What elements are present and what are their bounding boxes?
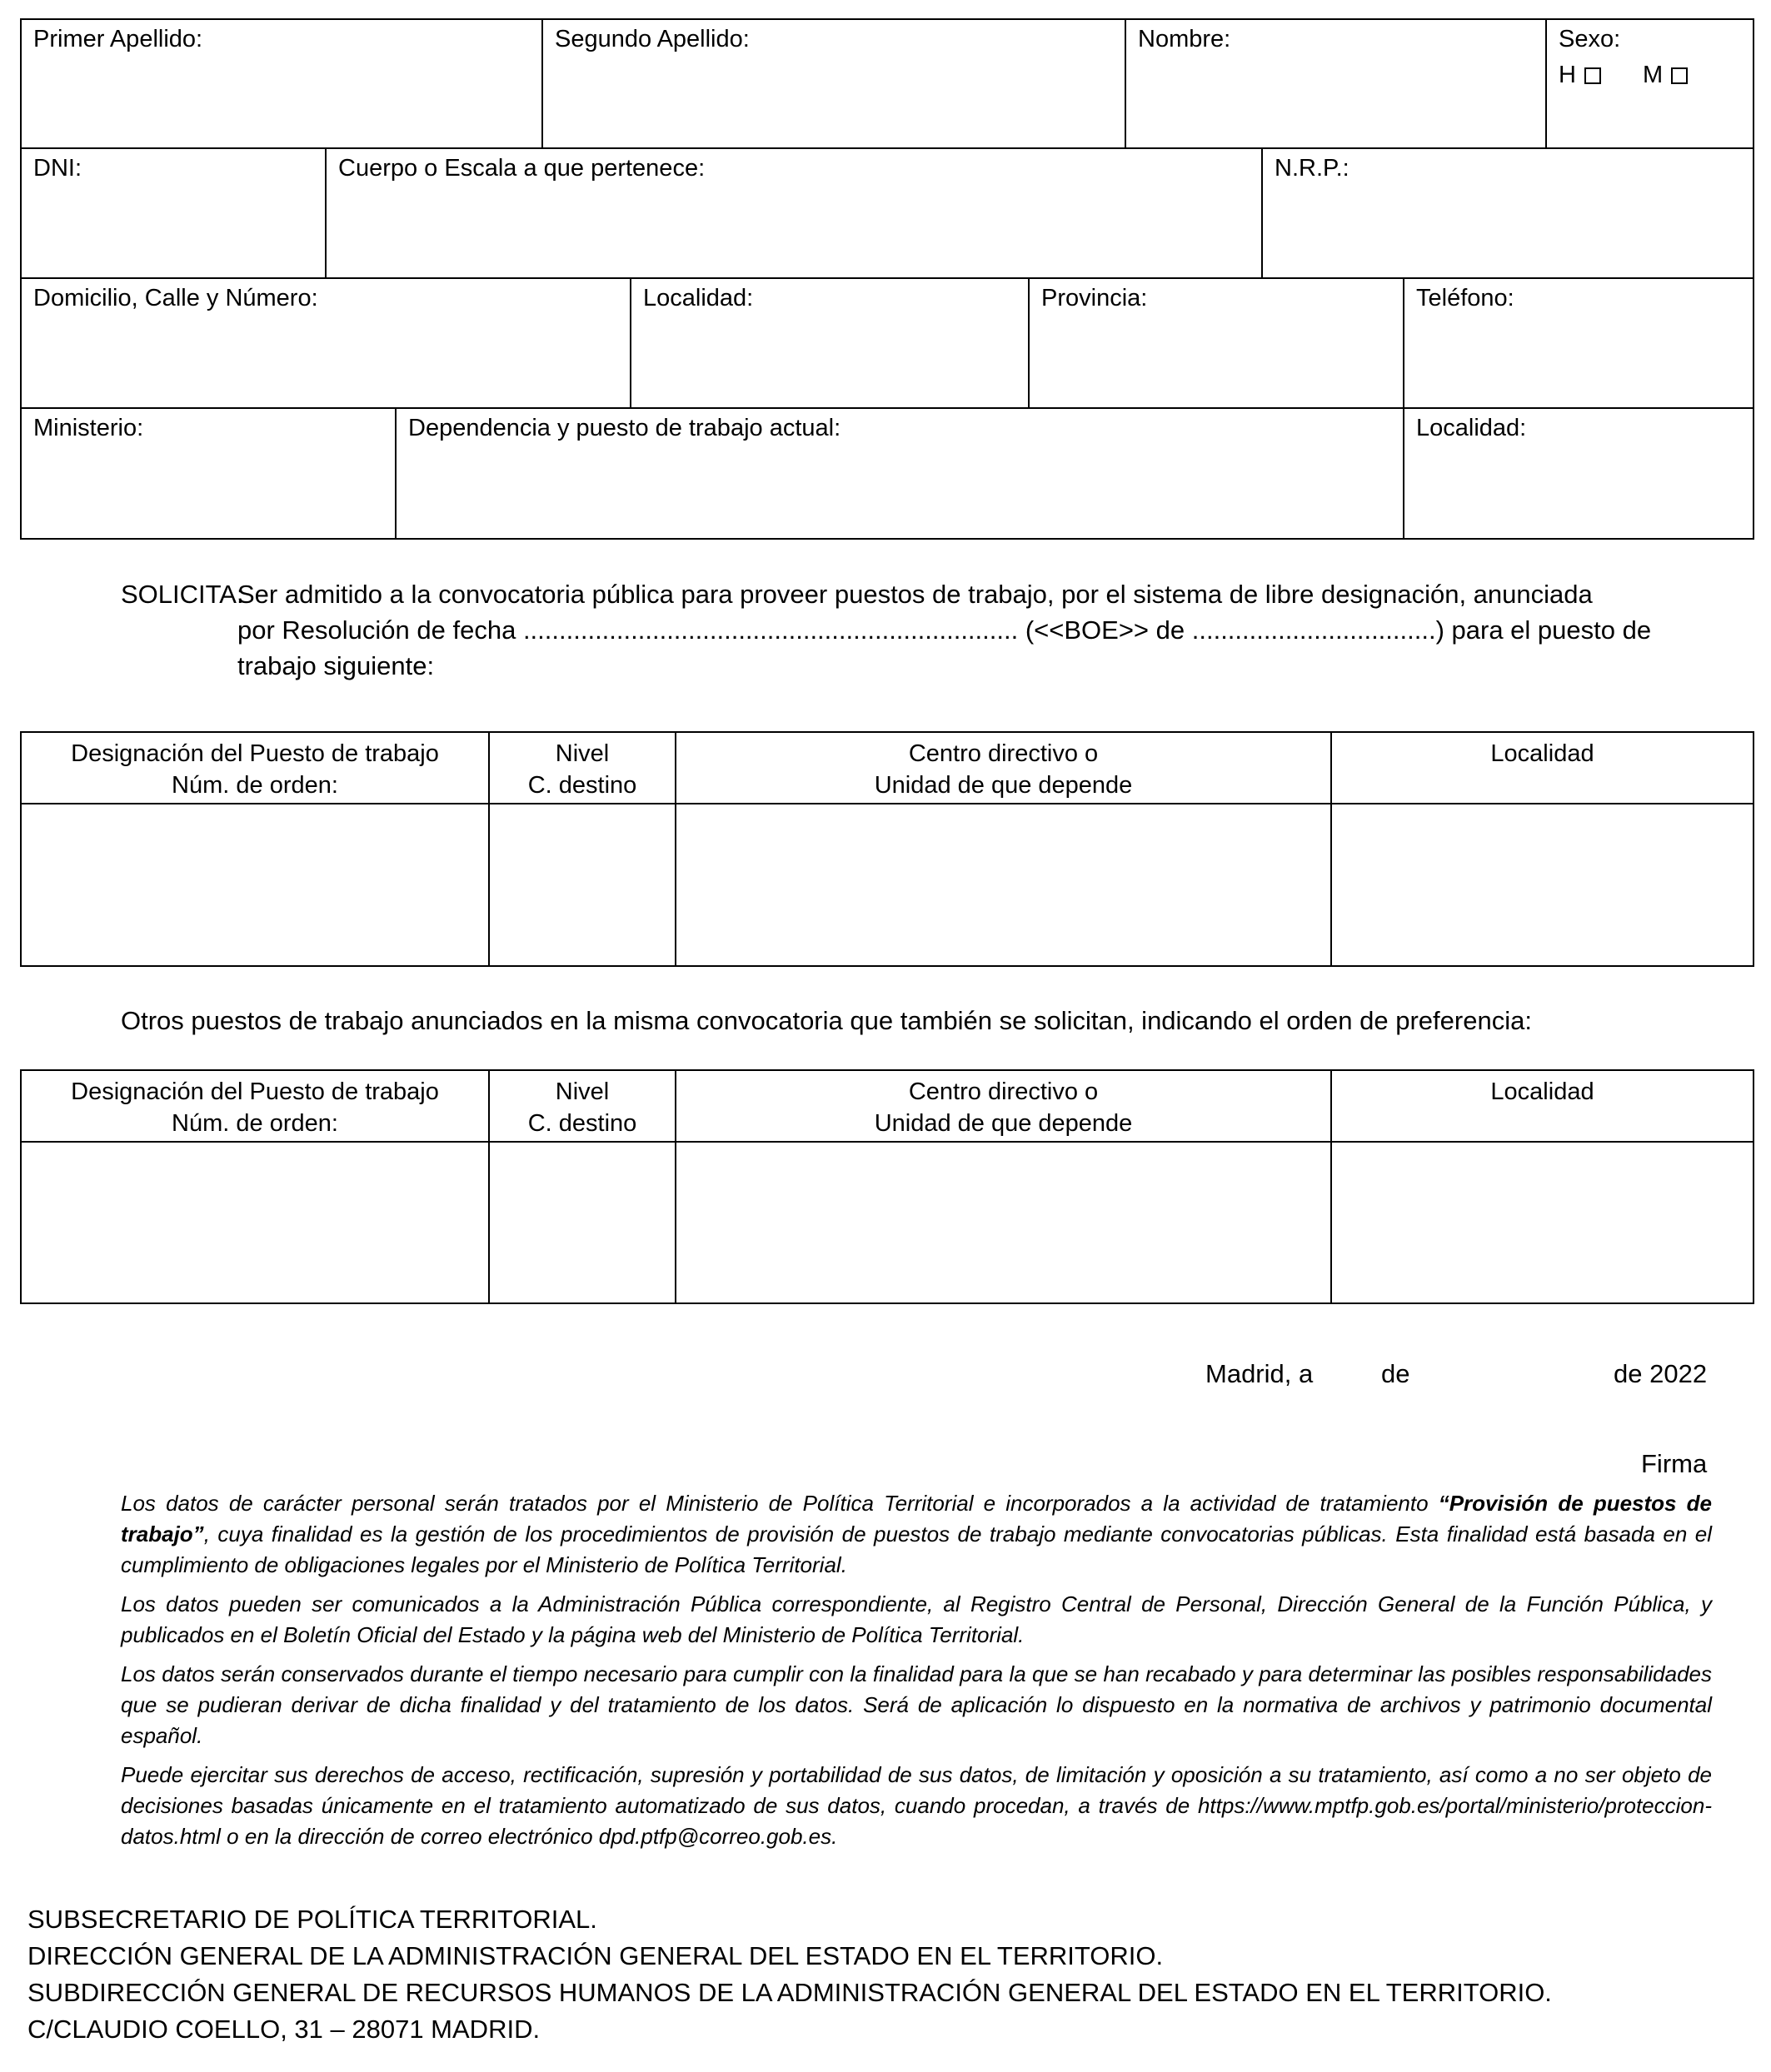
sexo-label: Sexo: bbox=[1559, 26, 1621, 52]
ministerio-label: Ministerio: bbox=[33, 415, 144, 441]
sexo-m-label: M bbox=[1642, 62, 1664, 88]
localidad-cell[interactable] bbox=[1331, 804, 1754, 966]
dni-label: DNI: bbox=[33, 155, 82, 182]
solicita-line-3: trabajo siguiente: bbox=[237, 651, 435, 680]
header-designacion bbox=[21, 732, 489, 804]
centro-cell[interactable] bbox=[676, 804, 1331, 966]
header-localidad bbox=[1331, 1070, 1754, 1142]
nrp-label: N.R.P.: bbox=[1275, 155, 1349, 182]
header-nivel-line-1: Nivel bbox=[555, 1078, 610, 1105]
sexo-h-label: H bbox=[1559, 62, 1576, 88]
header-centro-line-1: Centro directivo o bbox=[908, 1078, 1099, 1105]
solicita-line-2: por Resolución de fecha ..................................................................... (<<BOE>> de ..................................) para el puesto de bbox=[237, 615, 1652, 645]
personal-data-row-4 bbox=[20, 407, 1754, 540]
primer-apellido-label: Primer Apellido: bbox=[33, 26, 203, 52]
designacion-cell[interactable] bbox=[21, 804, 489, 966]
table-row bbox=[21, 804, 1754, 966]
localidad-actual-field[interactable] bbox=[1404, 408, 1754, 539]
personal-data-row-1 bbox=[20, 18, 1754, 149]
footer-line-2: DIRECCIÓN GENERAL DE LA ADMINISTRACIÓN GENERAL DEL ESTADO EN EL TERRITORIO. bbox=[27, 1941, 1164, 1970]
provincia-label: Provincia: bbox=[1041, 285, 1148, 311]
domicilio-label: Domicilio, Calle y Número: bbox=[33, 285, 318, 311]
sexo-h-checkbox[interactable] bbox=[1584, 67, 1601, 84]
header-designacion-line-1: Designación del Puesto de trabajo bbox=[71, 740, 439, 767]
nivel-cell[interactable] bbox=[489, 804, 676, 966]
ministerio-field[interactable] bbox=[21, 408, 396, 539]
header-nivel-line-1: Nivel bbox=[555, 740, 610, 767]
sexo-m-checkbox[interactable] bbox=[1671, 67, 1688, 84]
privacy-paragraph-4: Puede ejercitar sus derechos de acceso, rectificación, supresión y portabilidad de sus datos, de limitación y oposición a su tratamiento, así como a no ser objeto de decisiones basadas únicamente en el tratamiento automatizado de sus datos, cuando procedan, a través de https://www.mptfp.gob.es/portal/ministerio/proteccion-datos.html o en la dirección de correo electrónico dpd.ptfp@correo.gob.es. bbox=[121, 1762, 1712, 1849]
privacy-p1-text-2: , cuya finalidad es la gestión de los procedimientos de provisión de puestos de trabajo mediante convocatorias públicas. Esta finalidad está basada en el cumplimiento de obligaciones legales por el Ministerio de Política Territorial. bbox=[121, 1522, 1712, 1577]
privacy-p1-text: Los datos de carácter personal serán tratados por el Ministerio de Política Territorial e incorporados a la actividad de tratamiento bbox=[121, 1491, 1439, 1516]
otros-puestos-text: Otros puestos de trabajo anunciados en la misma convocatoria que también se solicitan, indicando el orden de preferencia: bbox=[121, 1006, 1532, 1035]
cuerpo-field[interactable] bbox=[326, 148, 1262, 278]
header-localidad-line-1: Localidad bbox=[1490, 740, 1594, 767]
privacy-p1-bold: “Provisión de puestos de trabajo” bbox=[121, 1491, 1712, 1547]
primer-apellido-field[interactable] bbox=[21, 19, 542, 148]
sexo-options bbox=[1547, 58, 1753, 92]
sexo-field bbox=[1546, 19, 1754, 148]
footer-line-3: SUBDIRECCIÓN GENERAL DE RECURSOS HUMANOS DE LA ADMINISTRACIÓN GENERAL DEL ESTADO EN EL TERRITORIO. bbox=[27, 1978, 1552, 2007]
privacy-paragraph-3: Los datos serán conservados durante el tiempo necesario para cumplir con la finalidad para la que se han recabado y para determinar las posibles responsabilidades que se pudieran derivar de dicha finalidad y del tratamiento de los datos. Será de aplicación lo dispuesto en la normativa de archivos y patrimonio documental español. bbox=[121, 1661, 1712, 1748]
localidad-label: Localidad: bbox=[643, 285, 754, 311]
fecha-de-2: de 2022 bbox=[1614, 1359, 1708, 1388]
nrp-field[interactable] bbox=[1262, 148, 1754, 278]
otros-puestos-table bbox=[20, 1069, 1754, 1304]
localidad-field[interactable] bbox=[631, 278, 1029, 408]
telefono-label: Teléfono: bbox=[1416, 285, 1514, 311]
solicita-paragraph bbox=[121, 576, 1733, 684]
dependencia-label: Dependencia y puesto de trabajo actual: bbox=[408, 415, 841, 441]
header-nivel bbox=[489, 732, 676, 804]
header-localidad-line-1: Localidad bbox=[1490, 1078, 1594, 1105]
fecha-madrid: Madrid, a bbox=[1205, 1359, 1314, 1388]
telefono-field[interactable] bbox=[1404, 278, 1754, 408]
header-centro-line-2: Unidad de que depende bbox=[874, 772, 1133, 799]
dependencia-field[interactable] bbox=[396, 408, 1404, 539]
header-localidad bbox=[1331, 732, 1754, 804]
footer-address bbox=[27, 1901, 1552, 2048]
solicita-label: SOLICITA: bbox=[121, 580, 244, 609]
fecha-de-1: de bbox=[1381, 1359, 1410, 1388]
cuerpo-label: Cuerpo o Escala a que pertenece: bbox=[338, 155, 706, 182]
header-nivel-line-2: C. destino bbox=[527, 1110, 637, 1137]
personal-data-row-2 bbox=[20, 147, 1754, 279]
footer-line-1: SUBSECRETARIO DE POLÍTICA TERRITORIAL. bbox=[27, 1905, 597, 1934]
header-designacion bbox=[21, 1070, 489, 1142]
header-centro bbox=[676, 732, 1331, 804]
header-designacion-line-2: Núm. de orden: bbox=[172, 772, 338, 799]
header-centro-line-1: Centro directivo o bbox=[908, 740, 1099, 767]
localidad-cell[interactable] bbox=[1331, 1142, 1754, 1303]
header-nivel-line-2: C. destino bbox=[527, 772, 637, 799]
header-designacion-line-2: Núm. de orden: bbox=[172, 1110, 338, 1137]
provincia-field[interactable] bbox=[1029, 278, 1404, 408]
header-centro bbox=[676, 1070, 1331, 1142]
privacy-notice bbox=[121, 1488, 1712, 1860]
nivel-cell[interactable] bbox=[489, 1142, 676, 1303]
table-row bbox=[21, 1142, 1754, 1303]
header-nivel bbox=[489, 1070, 676, 1142]
privacy-paragraph-1 bbox=[121, 1488, 1712, 1581]
personal-data-row-3 bbox=[20, 277, 1754, 409]
puesto-table bbox=[20, 731, 1754, 967]
domicilio-field[interactable] bbox=[21, 278, 631, 408]
solicita-line-1: Ser admitido a la convocatoria pública para proveer puestos de trabajo, por el sistema de libre designación, anunciada bbox=[237, 580, 1593, 609]
header-designacion-line-1: Designación del Puesto de trabajo bbox=[71, 1078, 439, 1105]
dni-field[interactable] bbox=[21, 148, 326, 278]
privacy-paragraph-2: Los datos pueden ser comunicados a la Administración Pública correspondiente, al Registro Central de Personal, Dirección General de la Función Pública, y publicados en el Boletín Oficial del Estado y la página web del Ministerio de Política Territorial. bbox=[121, 1591, 1712, 1647]
segundo-apellido-label: Segundo Apellido: bbox=[555, 26, 750, 52]
nombre-field[interactable] bbox=[1125, 19, 1546, 148]
footer-line-4: C/CLAUDIO COELLO, 31 – 28071 MADRID. bbox=[27, 2015, 541, 2044]
firma-label: Firma bbox=[1641, 1449, 1708, 1478]
localidad-actual-label: Localidad: bbox=[1416, 415, 1527, 441]
nombre-label: Nombre: bbox=[1138, 26, 1231, 52]
designacion-cell[interactable] bbox=[21, 1142, 489, 1303]
header-centro-line-2: Unidad de que depende bbox=[874, 1110, 1133, 1137]
centro-cell[interactable] bbox=[676, 1142, 1331, 1303]
segundo-apellido-field[interactable] bbox=[542, 19, 1125, 148]
